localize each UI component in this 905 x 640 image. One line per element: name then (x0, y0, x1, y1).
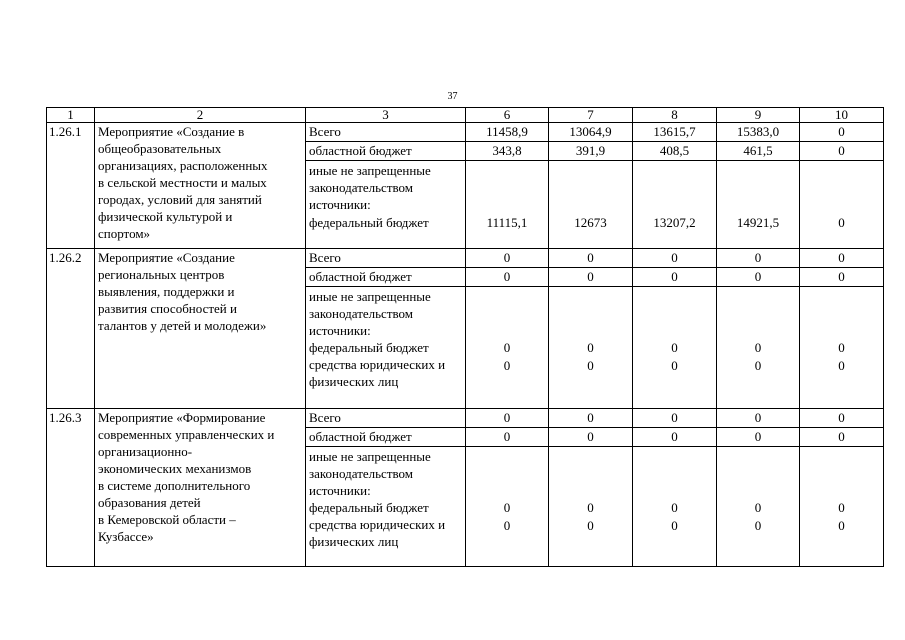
value-cell (800, 409, 884, 567)
value-cell (466, 249, 549, 409)
row-title (95, 409, 306, 567)
regional-value: 0 (549, 428, 632, 447)
regional-value: 408,5 (633, 142, 716, 161)
header-cell: 2 (95, 108, 306, 123)
row-title (95, 123, 306, 249)
value-cell (717, 409, 800, 567)
other-values-block (717, 287, 799, 407)
value-cell (717, 123, 800, 249)
legal-value: 0 (754, 518, 762, 533)
federal-value: 0 (838, 500, 845, 515)
row-code: 1.26.3 (47, 409, 95, 567)
title-line: Мероприятие «Создание в (98, 124, 245, 139)
federal-value: 0 (838, 215, 845, 230)
source-line: законодательством (309, 306, 414, 321)
federal-value: 0 (754, 340, 762, 355)
source-line: физических лиц (309, 534, 399, 549)
source-total-label: Всего (306, 409, 465, 428)
federal-value: 0 (838, 340, 845, 355)
title-line: современных управленческих и (98, 427, 275, 442)
other-values-block (466, 287, 548, 407)
source-other-block (306, 161, 465, 248)
source-line: источники: (309, 197, 371, 212)
source-line: иные не запрещенные (309, 289, 431, 304)
other-values-block (800, 287, 883, 407)
regional-value: 0 (466, 428, 548, 447)
title-line: в Кемеровской области – (98, 512, 236, 527)
header-cell: 10 (800, 108, 884, 123)
source-line: источники: (309, 483, 371, 498)
federal-value: 0 (671, 340, 678, 355)
regional-value: 461,5 (717, 142, 799, 161)
source-line: иные не запрещенные (309, 449, 431, 464)
federal-value: 0 (587, 500, 594, 515)
value-cell (633, 123, 717, 249)
other-values-block (717, 161, 799, 247)
page-number: 37 (447, 91, 458, 102)
total-value: 0 (466, 249, 548, 268)
regional-value: 0 (800, 428, 883, 447)
other-values-block (633, 287, 716, 407)
source-other-block (306, 447, 465, 566)
source-regional-label: областной бюджет (306, 268, 465, 287)
source-line: федеральный бюджет (309, 500, 429, 515)
table-row (47, 249, 884, 409)
total-value: 13615,7 (633, 123, 716, 142)
legal-value: 0 (838, 518, 845, 533)
regional-value: 0 (800, 142, 883, 161)
regional-value: 0 (549, 268, 632, 287)
source-cell (306, 409, 466, 567)
other-values-block (800, 161, 883, 247)
legal-value: 0 (503, 518, 511, 533)
other-values-block (549, 161, 632, 247)
regional-value: 0 (633, 428, 716, 447)
other-values-block (549, 447, 632, 565)
total-value: 0 (717, 409, 799, 428)
value-cell (549, 249, 633, 409)
total-value: 0 (800, 123, 883, 142)
row-code: 1.26.2 (47, 249, 95, 409)
value-cell (633, 249, 717, 409)
title-line: развития способностей и (98, 301, 237, 316)
title-line: в системе дополнительного (98, 478, 251, 493)
title-line: организациях, расположенных (98, 158, 268, 173)
title-line: талантов у детей и молодежи» (98, 318, 267, 333)
header-cell: 6 (466, 108, 549, 123)
federal-value: 0 (503, 340, 511, 355)
source-line: источники: (309, 323, 371, 338)
legal-value: 0 (503, 358, 511, 373)
other-values-block (633, 447, 716, 565)
total-value: 11458,9 (466, 123, 548, 142)
row-code: 1.26.1 (47, 123, 95, 249)
source-cell (306, 123, 466, 249)
other-values-block (549, 287, 632, 407)
source-regional-label: областной бюджет (306, 428, 465, 447)
budget-table (46, 107, 884, 567)
title-line: Кузбассе» (98, 529, 154, 544)
title-line: региональных центров (98, 267, 225, 282)
regional-value: 391,9 (549, 142, 632, 161)
header-cell: 8 (633, 108, 717, 123)
source-other-block (306, 287, 465, 408)
value-cell (800, 249, 884, 409)
federal-value: 14921,5 (736, 215, 780, 230)
legal-value: 0 (587, 518, 594, 533)
title-line: в сельской местности и малых (98, 175, 267, 190)
source-cell (306, 249, 466, 409)
regional-value: 0 (717, 268, 799, 287)
header-row (47, 108, 884, 123)
title-line: образования детей (98, 495, 201, 510)
regional-value: 343,8 (466, 142, 548, 161)
regional-value: 0 (466, 268, 548, 287)
source-line: законодательством (309, 466, 414, 481)
federal-value: 0 (671, 500, 678, 515)
title-line: общеобразовательных (98, 141, 222, 156)
total-value: 0 (800, 409, 883, 428)
title-line: городах, условий для занятий (98, 192, 262, 207)
regional-value: 0 (633, 268, 716, 287)
source-line: физических лиц (309, 374, 399, 389)
total-value: 13064,9 (549, 123, 632, 142)
legal-value: 0 (838, 358, 845, 373)
source-line: средства юридических и (309, 357, 446, 372)
federal-value: 12673 (574, 215, 607, 230)
total-value: 15383,0 (717, 123, 799, 142)
federal-value: 13207,2 (653, 215, 696, 230)
table-row (47, 123, 884, 249)
title-line: Мероприятие «Создание (98, 250, 235, 265)
title-line: экономических механизмов (98, 461, 252, 476)
federal-value: 11115,1 (486, 215, 528, 230)
regional-value: 0 (717, 428, 799, 447)
source-line: федеральный бюджет (309, 340, 429, 355)
source-total-label: Всего (306, 249, 465, 268)
header-cell: 3 (306, 108, 466, 123)
value-cell (549, 123, 633, 249)
federal-value: 0 (754, 500, 762, 515)
source-line: средства юридических и (309, 517, 446, 532)
header-cell: 1 (47, 108, 95, 123)
legal-value: 0 (671, 518, 678, 533)
legal-value: 0 (754, 358, 762, 373)
other-values-block (717, 447, 799, 565)
legal-value: 0 (671, 358, 678, 373)
header-cell: 7 (549, 108, 633, 123)
total-value: 0 (633, 249, 716, 268)
value-cell (633, 409, 717, 567)
header-cell: 9 (717, 108, 800, 123)
source-total-label: Всего (306, 123, 465, 142)
other-values-block (466, 447, 548, 565)
title-line: организационно- (98, 444, 193, 459)
total-value: 0 (717, 249, 799, 268)
other-values-block (466, 161, 548, 247)
value-cell (466, 409, 549, 567)
row-title (95, 249, 306, 409)
other-values-block (800, 447, 883, 565)
value-cell (549, 409, 633, 567)
value-cell (466, 123, 549, 249)
value-cell (800, 123, 884, 249)
table-row (47, 409, 884, 567)
federal-value: 0 (587, 340, 594, 355)
total-value: 0 (633, 409, 716, 428)
value-cell (717, 249, 800, 409)
title-line: Мероприятие «Формирование (98, 410, 266, 425)
title-line: спортом» (98, 226, 151, 241)
regional-value: 0 (800, 268, 883, 287)
total-value: 0 (466, 409, 548, 428)
source-line: федеральный бюджет (309, 215, 429, 230)
total-value: 0 (800, 249, 883, 268)
source-line: законодательством (309, 180, 414, 195)
title-line: выявления, поддержки и (98, 284, 235, 299)
legal-value: 0 (587, 358, 594, 373)
source-regional-label: областной бюджет (306, 142, 465, 161)
total-value: 0 (549, 409, 632, 428)
total-value: 0 (549, 249, 632, 268)
federal-value: 0 (503, 500, 511, 515)
title-line: физической культурой и (98, 209, 233, 224)
other-values-block (633, 161, 716, 247)
source-line: иные не запрещенные (309, 163, 431, 178)
